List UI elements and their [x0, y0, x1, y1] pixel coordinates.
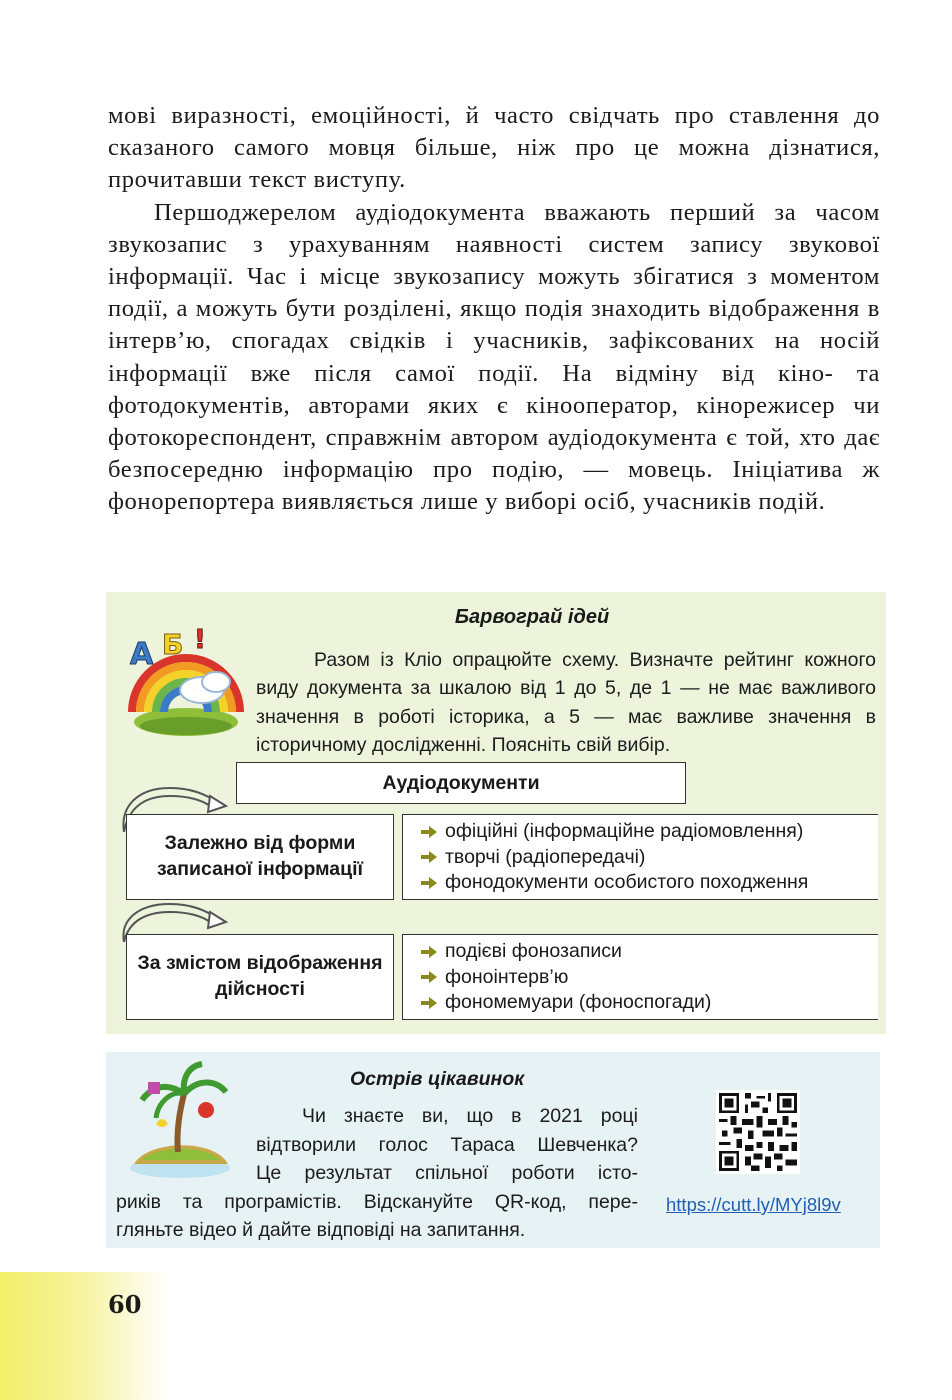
arrow-bullet-icon — [421, 826, 437, 838]
group-1-list — [402, 814, 878, 900]
group-1-label: Залежно від форми записаної інформації — [126, 814, 394, 900]
idea-box — [106, 592, 886, 1034]
svg-text:Б: Б — [162, 628, 184, 661]
arrow-bullet-icon — [421, 971, 437, 983]
group-2-list — [402, 934, 878, 1020]
idea-instructions: Разом із Кліо опрацюйте схему. Визначте рейтинг кожного виду документа за шкалою від 1 до 5, де 1 — не має важливого значення в роботі історика, а 5 — має важливе значення в історичному дослідженні. Поясніть свій вибір. — [256, 649, 876, 757]
svg-text:А: А — [130, 637, 154, 672]
arrow-bullet-icon — [421, 851, 437, 863]
svg-text:!: ! — [194, 625, 206, 655]
list-item: фоноінтерв’ю — [421, 965, 878, 991]
qr-code-icon[interactable] — [716, 1090, 800, 1174]
list-item: офіційні (інформаційне радіомовлення) — [421, 819, 878, 845]
idea-title: Барвограй ідей — [454, 606, 610, 628]
arrow-bullet-icon — [421, 877, 437, 889]
paragraph: мові виразності, емоційності, й часто свідчать про ставлення до сказаного самого мовця більше, ніж про це можна дізнатися, прочитавши текст виступу. — [108, 102, 880, 194]
scheme-header: Аудіодокументи — [236, 762, 686, 804]
list-item: подієві фонозаписи — [421, 939, 878, 965]
qr-link[interactable]: https://cutt.ly/MYj8l9v — [666, 1194, 841, 1215]
main-text — [108, 100, 880, 519]
arrow-bullet-icon — [421, 997, 437, 1009]
rainbow-abc-icon — [116, 620, 246, 740]
page-number: 60 — [108, 1290, 142, 1319]
arrow-bullet-icon — [421, 946, 437, 958]
list-item: творчі (радіопередачі) — [421, 845, 878, 871]
list-item: фонодокументи особистого походження — [421, 870, 878, 896]
page-corner-decoration — [0, 1272, 170, 1400]
paragraph: Першоджерелом аудіодокумента вважають перший за часом звукозапис з урахуванням наявності систем запису звукової інформації. Час і місце звукозапису можуть збігатися з моментом події, а можуть бути розділені, якщо подія знаходить відображення в інтерв’ю, спогадах свідків і учасників, зафіксованих на носій інформації вже після самої події. На відміну від кіно- та фотодокументів, авторами яких є кінооператор, кінорежисер чи фотокореспондент, справжнім автором аудіодокумента є той, хто дає безпосередню інформацію про подію, — мовець. Ініціатива ж фонорепортера виявляється лише у виборі осіб, учасників подій. — [108, 198, 880, 516]
list-item: фономемуари (фоноспогади) — [421, 990, 878, 1016]
group-2-label: За змістом відображення дійсності — [126, 934, 394, 1020]
island-box — [106, 1052, 880, 1248]
island-title: Острів цікавинок — [350, 1068, 525, 1090]
island-text: Чи знаєте ви, що в 2021 році відтворили голос Тараса Шевченка? Це результат спільної роботи істо- риків та програмістів. Відскануйте QR-код, пере- гляньте відео й дайте відповіді на запитання. — [116, 1105, 638, 1242]
